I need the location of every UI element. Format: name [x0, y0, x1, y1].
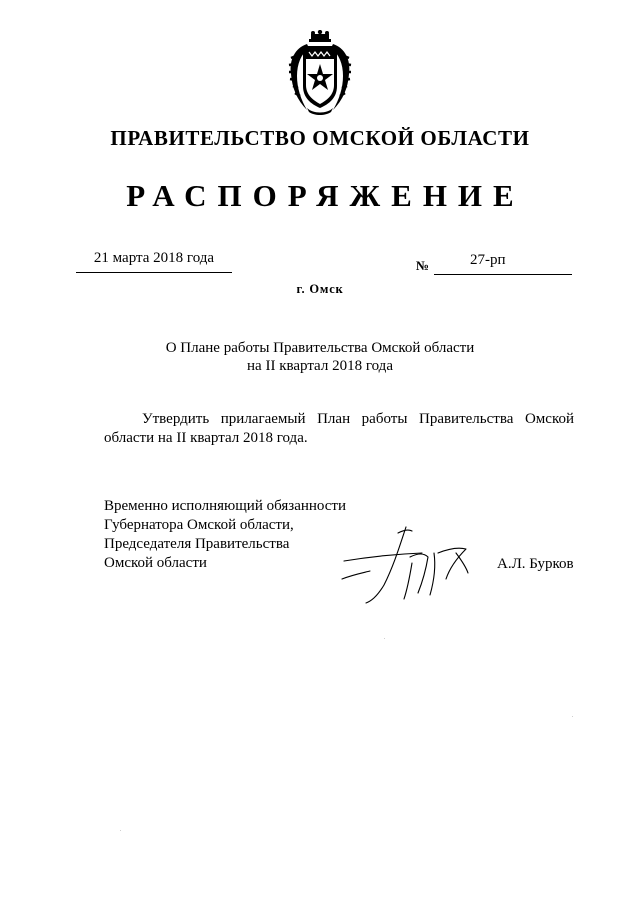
coat-of-arms-emblem — [287, 30, 353, 116]
scan-speck — [384, 638, 385, 639]
signatory-position-line: Председателя Правительства — [104, 536, 290, 552]
body-text-line-1: Утвердить прилагаемый План работы Правительства Омской — [142, 411, 574, 427]
number-field — [434, 252, 572, 275]
document-date: 21 марта 2018 года — [93, 250, 215, 266]
scan-speck — [120, 830, 121, 831]
subject-line-1: О Плане работы Правительства Омской области — [165, 340, 475, 356]
document-type-title: РАСПОРЯЖЕНИЕ — [126, 178, 525, 213]
organization-title: ПРАВИТЕЛЬСТВО ОМСКОЙ ОБЛАСТИ — [110, 126, 530, 150]
date-field — [76, 250, 232, 273]
signatory-position-line: Временно исполняющий обязанности — [104, 498, 347, 514]
subject-line-2: на II квартал 2018 года — [247, 358, 393, 374]
scan-speck — [572, 716, 573, 717]
signatory-position-line: Губернатора Омской области, — [104, 517, 294, 533]
city-name: г. Омск — [296, 282, 344, 296]
handwritten-signature — [338, 523, 480, 605]
number-sign: № — [416, 258, 430, 273]
signatory-position-line: Омской области — [104, 555, 207, 571]
document-number: 27-рп — [470, 252, 506, 268]
signatory-name: А.Л. Бурков — [497, 556, 574, 572]
body-text-line-2: области на II квартал 2018 года. — [104, 430, 308, 446]
